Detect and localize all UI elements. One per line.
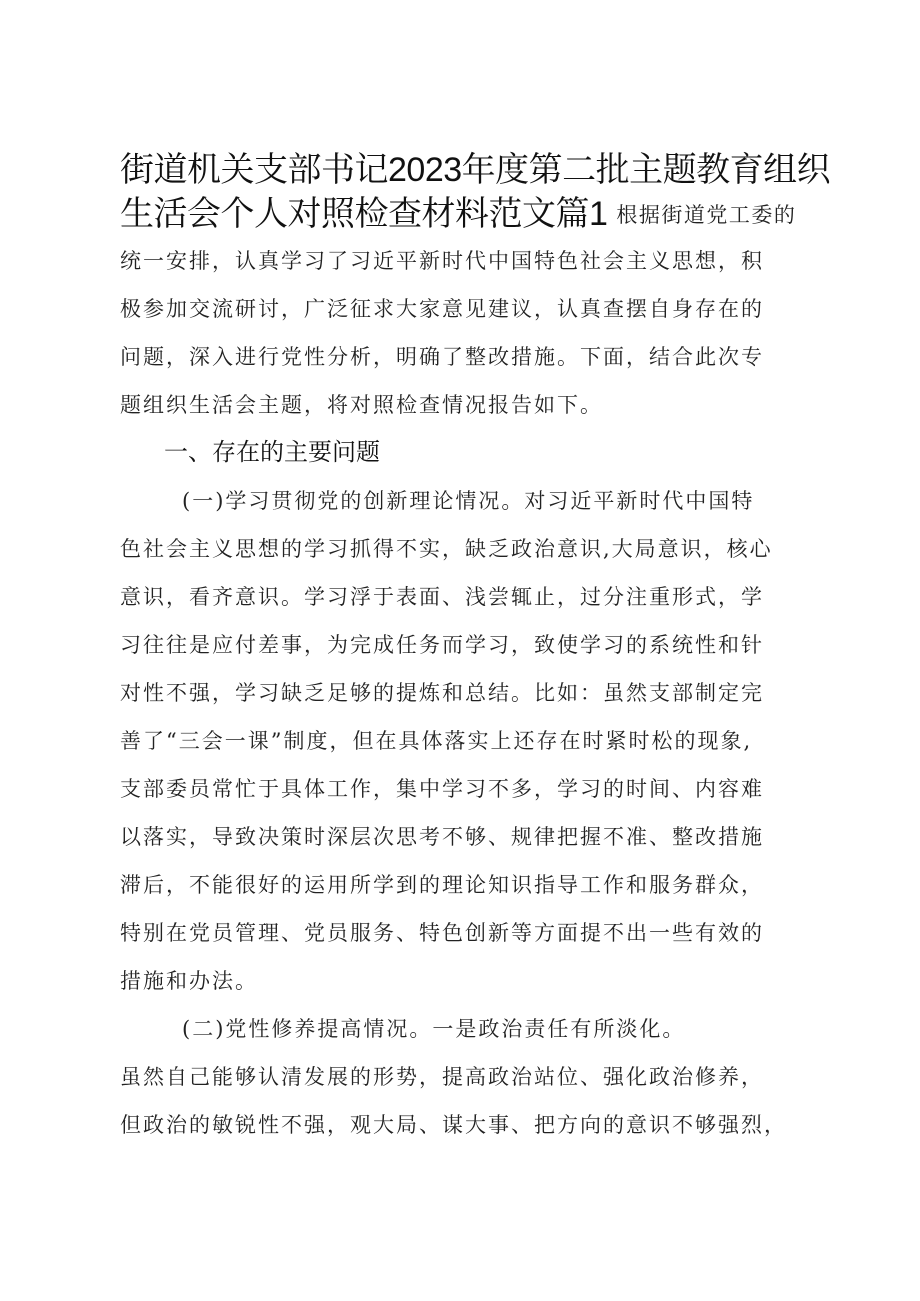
paragraph-1-line: 善了“三会一课”制度，但在具体落实上还存在时紧时松的现象, bbox=[120, 729, 753, 753]
paragraph-2-line: 但政治的敏锐性不强，观大局、谋大事、把方向的意识不够强烈， bbox=[120, 1113, 787, 1137]
paragraph-1-line: 意识，看齐意识。学习浮于表面、浅尝辄止，过分注重形式，学 bbox=[120, 585, 764, 609]
intro-line: 极参加交流研讨，广泛征求大家意见建议，认真查摆自身存在的 bbox=[120, 297, 764, 321]
intro-line: 题组织生活会主题，将对照检查情况报告如下。 bbox=[120, 393, 603, 417]
paragraph-1-line: 特别在党员管理、党员服务、特色创新等方面提不出一些有效的 bbox=[120, 921, 764, 945]
section-heading: 一、存在的主要问题 bbox=[164, 439, 380, 466]
paragraph-1-line: 以落实，导致决策时深层次思考不够、规律把握不准、整改措施 bbox=[120, 825, 764, 849]
intro-start-text: 根据街道党工委的 bbox=[616, 203, 797, 227]
document-page bbox=[120, 148, 831, 1149]
paragraph-1-line: 措施和办法。 bbox=[120, 969, 258, 993]
paragraph-1-line: 滞后，不能很好的运用所学到的理论知识指导工作和服务群众， bbox=[120, 873, 764, 897]
paragraph-2-first-line: (二)党性修养提高情况。一是政治责任有所淡化。 bbox=[182, 1017, 686, 1041]
paragraph-2-line: 虽然自己能够认清发展的形势，提高政治站位、强化政治修养， bbox=[120, 1065, 764, 1089]
paragraph-1-first-line: (一)学习贯彻党的创新理论情况。对习近平新时代中国特 bbox=[182, 489, 755, 513]
paragraph-1-line: 支部委员常忙于具体工作，集中学习不多，学习的时间、内容难 bbox=[120, 777, 764, 801]
paragraph-1-line: 对性不强，学习缺乏足够的提炼和总结。比如：虽然支部制定完 bbox=[120, 681, 764, 705]
document-title-line-2 bbox=[120, 192, 820, 237]
intro-line: 统一安排，认真学习了习近平新时代中国特色社会主义思想，积 bbox=[120, 249, 764, 273]
paragraph-1-line: 习往往是应付差事，为完成任务而学习，致使学习的系统性和针 bbox=[120, 633, 764, 657]
document-title-text: 生活会个人对照检查材料范文篇1 bbox=[120, 195, 608, 233]
intro-line: 问题，深入进行党性分析，明确了整改措施。下面，结合此次专 bbox=[120, 345, 764, 369]
document-title-line-1: 街道机关支部书记2023年度第二批主题教育组织 bbox=[120, 151, 831, 189]
paragraph-1-line: 色社会主义思想的学习抓得不实，缺乏政治意识,大局意识，核心 bbox=[120, 537, 773, 561]
